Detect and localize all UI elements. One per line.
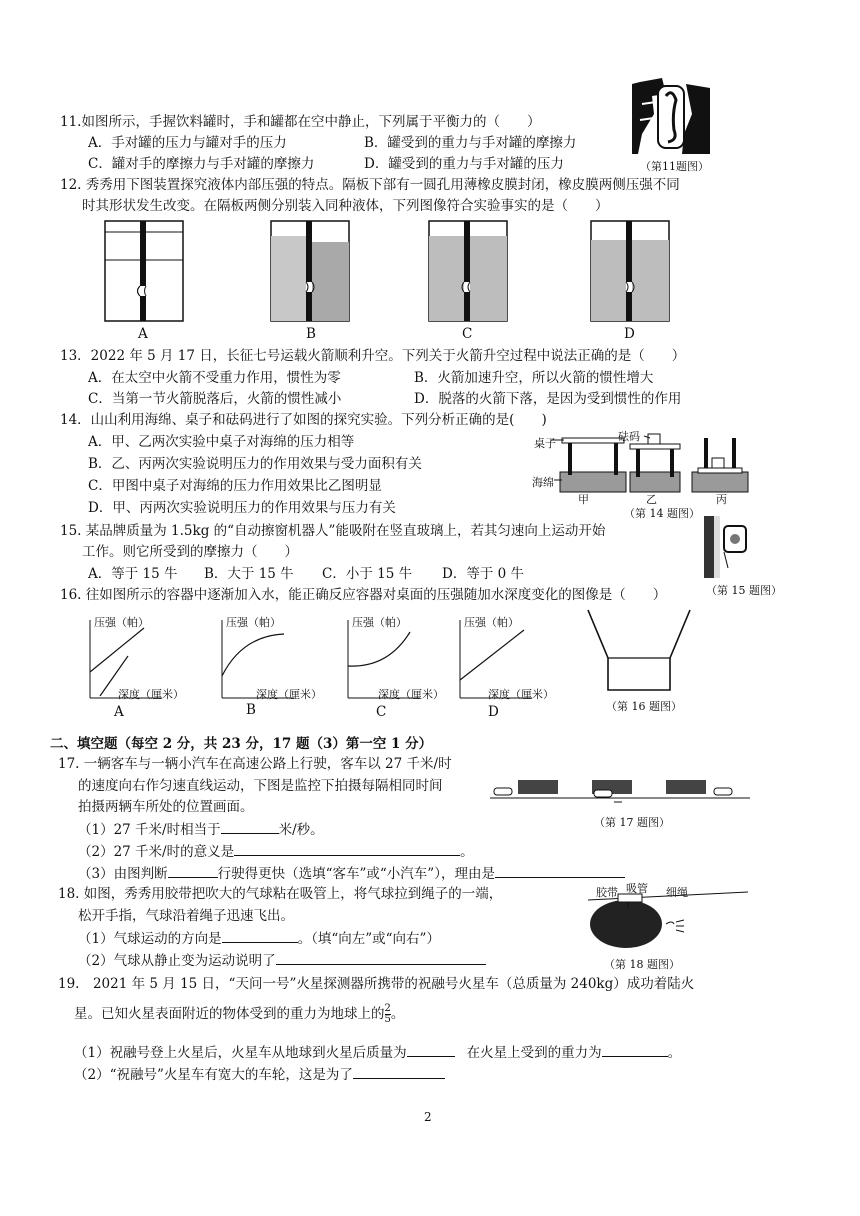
q17-part3-text-b: 行驶得更快（选填“客车”或“小汽车”），理由是 <box>217 866 495 882</box>
q18-part1-text-a: （1）气球运动的方向是 <box>78 931 222 947</box>
q17-part1 <box>78 819 324 840</box>
q17-caption: （第 17 题图） <box>594 816 670 829</box>
q18-line1: 18. 如图，秀秀用胶带把吹大的气球粘在吸管上，将气球拉到绳子的一端， <box>58 886 503 902</box>
q17-part1-text-b: 米/秒。 <box>278 822 324 838</box>
q14-option-a: A．甲、乙两次实验中桌子对海绵的压力相等 <box>88 434 355 450</box>
q19-line1: 19. 2021 年 5 月 15 日，“天问一号”火星探测器所携带的祝融号火星车（总质量为 240kg）成功着陆火 <box>58 976 695 992</box>
q17-blank-4[interactable] <box>495 863 625 878</box>
q16-a-xlabel: 深度（厘米） <box>118 688 184 701</box>
q16-label-c: C <box>376 704 387 720</box>
q19-part1 <box>74 1042 681 1063</box>
q19-line2-text-a: 星。已知火星表面附近的物体受到的重力为地球上的 <box>74 1006 385 1022</box>
q12-figure-b <box>270 220 350 322</box>
q17-part3 <box>78 863 625 884</box>
q19-line2-text-b: 。 <box>390 1006 405 1022</box>
q16-figure-container <box>584 608 694 692</box>
q14-label-yi: 乙 <box>646 493 657 506</box>
q17-part2-text-b: 。 <box>460 844 474 860</box>
q14-label-table: 桌子 <box>534 437 556 450</box>
q12-figure-d <box>590 220 670 322</box>
q14-option-b: B．乙、丙两次实验说明压力的作用效果与受力面积有关 <box>88 456 422 472</box>
q18-blank-2[interactable] <box>276 950 486 965</box>
q12-label-c: C <box>462 326 473 342</box>
q13-option-d: D．脱落的火箭下落，是因为受到惯性的作用 <box>414 391 682 407</box>
q12-stem-line2: 时其形状发生改变。在隔板两侧分别装入同种液体，下列图像符合实验事实的是（ ） <box>82 198 609 214</box>
q14-option-c: C．甲图中桌子对海绵的压力作用效果比乙图明显 <box>88 478 382 494</box>
q13-option-a: A．在太空中火箭不受重力作用，惯性为零 <box>88 370 341 386</box>
q17-line2: 的速度向右作匀速直线运动，下图是监控下拍摄每隔相同时间 <box>78 778 443 794</box>
q18-part2-text-a: （2）气球从静止变为运动说明了 <box>78 953 276 969</box>
q12-label-a: A <box>138 326 148 342</box>
q15-caption: （第 15 题图） <box>706 584 782 597</box>
q11-caption: （第11题图） <box>640 160 709 173</box>
q16-stem: 16. 往如图所示的容器中逐渐加入水，能正确反应容器对桌面的压强随加水深度变化的图像是（ ） <box>60 587 667 603</box>
q14-stem: 14．山山利用海绵、桌子和砝码进行了如图的探究实验。下列分析正确的是( ) <box>60 412 547 428</box>
q15-option-d: D．等于 0 牛 <box>442 566 524 582</box>
q17-part3-text-a: （3）由图判断 <box>78 866 168 882</box>
q16-d-xlabel: 深度（厘米） <box>488 688 554 701</box>
q11-stem: 11.如图所示，手握饮料罐时，手和罐都在空中静止，下列属于平衡力的（ ） <box>60 114 541 130</box>
q11-figure-hand-can <box>632 74 710 156</box>
q17-part1-text-a: （1）27 千米/时相当于 <box>78 822 221 838</box>
q11-option-a: A．手对罐的压力与罐对手的压力 <box>88 135 287 151</box>
q17-line1: 17. 一辆客车与一辆小汽车在高速公路上行驶，客车以 27 千米/时 <box>58 756 452 772</box>
q16-label-a: A <box>114 704 124 720</box>
q15-option-a: A．等于 15 牛 <box>88 566 178 582</box>
q11-option-d: D．罐受到的重力与手对罐的压力 <box>364 156 564 172</box>
q15-option-b: B．大于 15 牛 <box>204 566 294 582</box>
q16-label-b: B <box>246 702 256 718</box>
q17-line3: 拍摄两辆车所处的位置画面。 <box>78 799 254 815</box>
q19-blank-3[interactable] <box>353 1064 445 1079</box>
q12-label-b: B <box>306 326 316 342</box>
q16-c-xlabel: 深度（厘米） <box>378 688 444 701</box>
q15-stem-line1: 15. 某品牌质量为 1.5kg 的“自动擦窗机器人”能吸附在竖直玻璃上，若其匀速向上运动开始 <box>60 523 606 539</box>
q18-label-string: 细绳 <box>666 886 688 899</box>
q16-b-xlabel: 深度（厘米） <box>256 688 322 701</box>
q16-b-ylabel: 压强（帕） <box>226 616 281 629</box>
q11-option-c: C．罐对手的摩擦力与手对罐的摩擦力 <box>88 156 315 172</box>
q17-part2 <box>78 841 474 862</box>
q18-label-straw: 吸管 <box>626 882 648 895</box>
q13-option-b: B．火箭加速升空，所以火箭的惯性增大 <box>414 370 654 386</box>
q18-part1 <box>78 928 440 949</box>
q17-blank-3[interactable] <box>168 863 218 878</box>
q14-label-jia: 甲 <box>578 493 589 506</box>
q19-blank-1[interactable] <box>407 1042 455 1057</box>
q19-part1-text-a: （1）祝融号登上火星后，火星车从地球到火星后质量为 <box>74 1045 407 1061</box>
q19-part2 <box>74 1064 445 1085</box>
q13-option-c: C．当第一节火箭脱落后，火箭的惯性减小 <box>88 391 342 407</box>
q15-option-c: C．小于 15 牛 <box>322 566 413 582</box>
q19-part1-text-c: 。 <box>667 1045 682 1061</box>
q18-label-tape: 胶带 <box>596 886 618 899</box>
q16-a-ylabel: 压强（帕） <box>94 616 149 629</box>
q16-d-ylabel: 压强（帕） <box>464 616 519 629</box>
q18-part1-text-b: 。（填“向左”或“向右”） <box>297 931 440 947</box>
q17-blank-1[interactable] <box>221 819 279 834</box>
q18-line2: 松开手指，气球沿着绳子迅速飞出。 <box>78 908 294 924</box>
q12-stem-line1: 12. 秀秀用下图装置探究液体内部压强的特点。隔板下部有一圆孔用薄橡皮膜封闭，橡皮膜两侧压强不同 <box>60 177 680 193</box>
q16-c-ylabel: 压强（帕） <box>352 616 407 629</box>
q15-figure-robot <box>700 516 752 578</box>
q16-caption: （第 16 题图） <box>606 700 682 713</box>
q19-line2 <box>74 1004 404 1025</box>
q18-blank-1[interactable] <box>222 928 298 943</box>
q19-fraction-numerator: 2 <box>384 1003 391 1014</box>
q18-part2 <box>78 950 486 971</box>
q12-figure-a <box>104 220 184 322</box>
q17-part2-text-a: （2）27 千米/时的意义是 <box>78 844 235 860</box>
q19-fraction-denominator: 5 <box>384 1014 391 1025</box>
q19-part1-text-b: 在火星上受到的重力为 <box>466 1045 602 1061</box>
q15-stem-line2: 工作。则它所受到的摩擦力（ ） <box>82 544 298 560</box>
q14-caption: （第 14 题图） <box>624 507 700 520</box>
q12-label-d: D <box>624 326 635 342</box>
q17-figure-vehicles <box>490 776 750 806</box>
q19-part2-text-a: （2）“祝融号”火星车有宽大的车轮，这是为了 <box>74 1067 353 1083</box>
q11-option-b: B．罐受到的重力与手对罐的摩擦力 <box>364 135 577 151</box>
section-2-title: 二、填空题（每空 2 分，共 23 分，17 题（3）第一空 1 分） <box>50 736 433 752</box>
q19-blank-2[interactable] <box>602 1042 668 1057</box>
q18-caption: （第 18 题图） <box>604 958 680 971</box>
q14-label-sponge: 海绵 <box>532 476 554 489</box>
q14-option-d: D．甲、丙两次实验说明压力的作用效果与压力有关 <box>88 500 396 516</box>
q17-blank-2[interactable] <box>234 841 460 856</box>
q16-label-d: D <box>488 704 499 720</box>
q14-label-weight: 砝码 <box>618 430 640 443</box>
q12-figure-c <box>428 220 508 322</box>
q13-stem: 13．2022 年 5 月 17 日，长征七号运载火箭顺利升空。下列关于火箭升空过程中说法正确的是（ ） <box>60 348 686 364</box>
q14-label-bing: 丙 <box>716 493 727 506</box>
page-number: 2 <box>424 1110 432 1124</box>
